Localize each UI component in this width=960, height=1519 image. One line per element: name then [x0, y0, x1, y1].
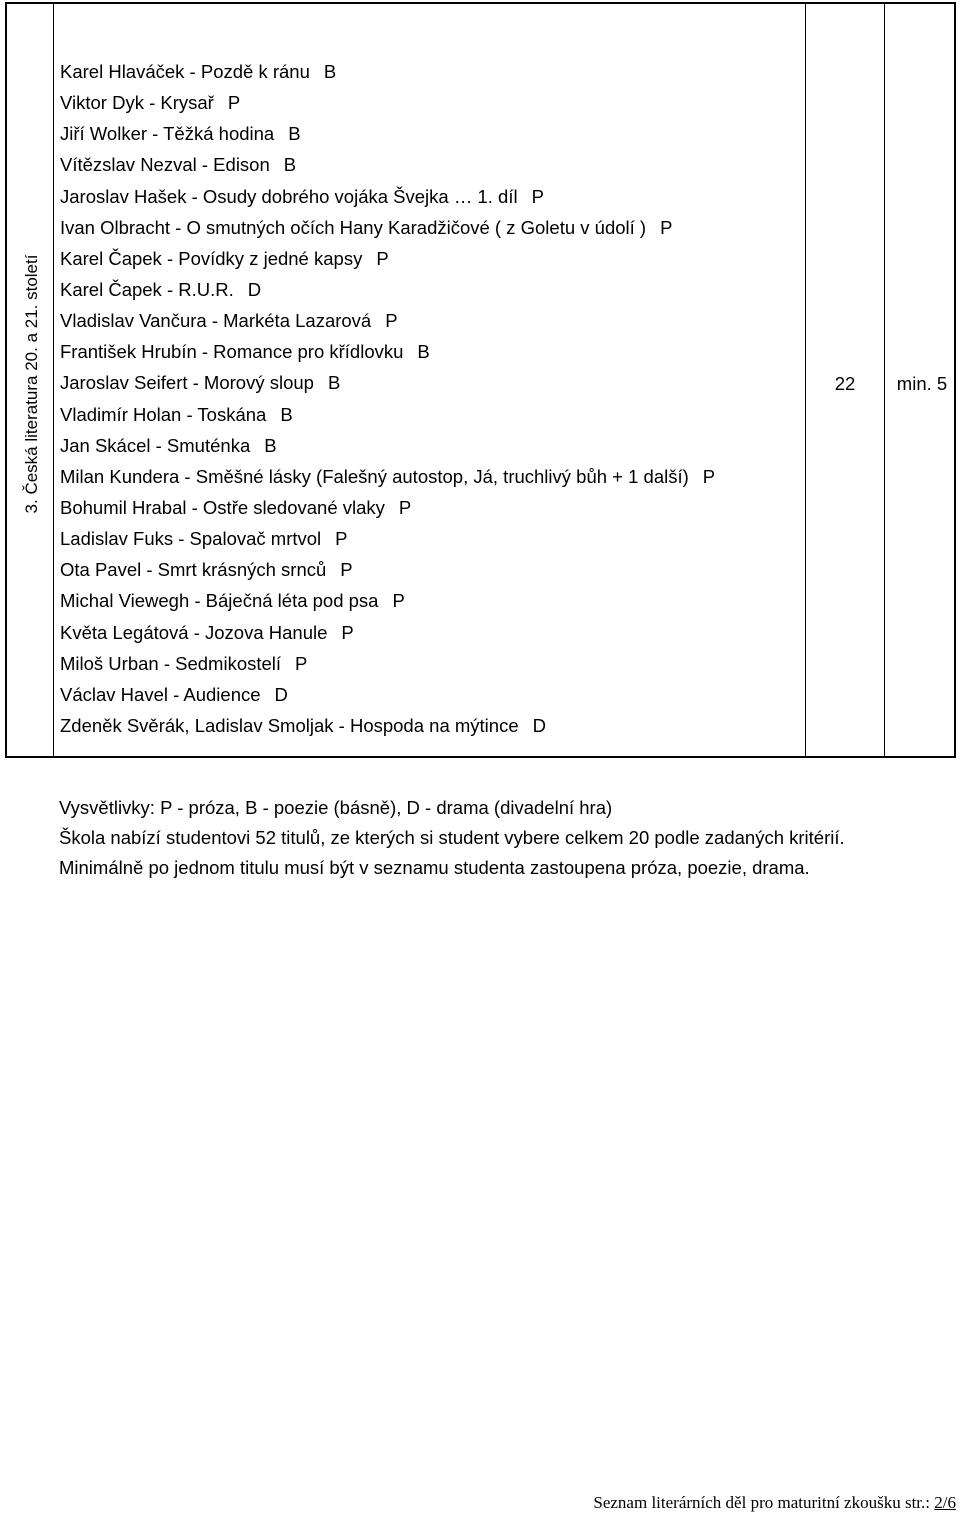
genre-code: B	[288, 123, 301, 145]
genre-code: B	[327, 372, 341, 394]
title-count: 22	[834, 373, 856, 394]
list-item	[60, 305, 715, 336]
list-item	[60, 87, 715, 118]
list-item	[60, 585, 715, 616]
list-item	[60, 554, 715, 585]
column-divider	[53, 4, 54, 756]
column-divider	[805, 4, 806, 756]
genre-code: D	[274, 683, 288, 705]
minimum-count: min. 5	[896, 373, 948, 394]
list-item	[60, 212, 715, 243]
genre-code: B	[417, 341, 430, 363]
list-item	[60, 274, 715, 305]
book-title: Karel Hlaváček - Pozdě k ránu	[60, 61, 310, 82]
section-cell	[7, 4, 53, 756]
list-item	[60, 617, 715, 648]
book-title: Vladimír Holan - Toskána	[60, 403, 267, 425]
genre-code: P	[376, 247, 389, 269]
book-title: Václav Havel - Audience	[60, 683, 261, 705]
list-item	[60, 336, 715, 367]
genre-code: B	[283, 154, 297, 176]
genre-code: D	[532, 714, 546, 736]
list-item	[60, 679, 715, 710]
list-item	[60, 181, 715, 212]
book-title: Jaroslav Hašek - Osudy dobrého vojáka Švejka … 1. díl	[60, 185, 518, 207]
list-item	[60, 430, 715, 461]
list-item	[60, 367, 715, 398]
genre-code: P	[660, 216, 673, 238]
book-title: Jan Skácel - Smuténka	[60, 434, 251, 456]
genre-code: P	[227, 92, 241, 114]
genre-code: P	[398, 496, 412, 518]
genre-code: B	[280, 403, 293, 425]
list-item	[60, 243, 715, 274]
book-title: Karel Čapek - Povídky z jedné kapsy	[60, 247, 363, 269]
book-title: Jaroslav Seifert - Morový sloup	[60, 372, 314, 394]
genre-code: P	[392, 590, 405, 612]
genre-code: P	[385, 310, 398, 332]
list-item	[60, 56, 715, 87]
book-title: Ivan Olbracht - O smutných očích Hany Karadžičové ( z Goletu v údolí )	[60, 216, 647, 238]
list-item	[60, 648, 715, 679]
genre-code: P	[335, 528, 348, 550]
genre-code: B	[264, 434, 277, 456]
list-item	[60, 461, 715, 492]
list-item	[60, 523, 715, 554]
book-list	[60, 56, 715, 741]
footer-text: Seznam literárních děl pro maturitní zkoušku str.:	[593, 1493, 935, 1512]
list-item	[60, 118, 715, 149]
book-title: František Hrubín - Romance pro křídlovku	[60, 341, 404, 363]
legend	[59, 793, 845, 883]
book-title: Ladislav Fuks - Spalovač mrtvol	[60, 528, 322, 550]
book-title: Michal Viewegh - Báječná léta pod psa	[60, 590, 379, 612]
book-title: Bohumil Hrabal - Ostře sledované vlaky	[60, 496, 385, 518]
genre-code: P	[702, 465, 716, 487]
list-item	[60, 399, 715, 430]
legend-line: Vysvětlivky: P - próza, B - poezie (básně), D - drama (divadelní hra)	[59, 797, 613, 818]
book-title: Květa Legátová - Jozova Hanule	[60, 621, 328, 643]
genre-code: P	[341, 621, 354, 643]
book-title: Vladislav Vančura - Markéta Lazarová	[60, 310, 372, 332]
legend-line: Škola nabízí studentovi 52 titulů, ze kterých si student vybere celkem 20 podle zadaných kritérií.	[59, 827, 845, 848]
page-footer	[593, 1493, 956, 1513]
genre-code: P	[531, 185, 544, 207]
book-title: Vítězslav Nezval - Edison	[60, 154, 270, 176]
literature-table	[5, 2, 956, 758]
column-divider	[884, 4, 885, 756]
book-title: Jiří Wolker - Těžká hodina	[60, 123, 275, 145]
genre-code: P	[340, 559, 353, 581]
list-item	[60, 710, 715, 741]
book-title: Ota Pavel - Smrt krásných srnců	[60, 559, 327, 581]
book-title: Milan Kundera - Směšné lásky (Falešný autostop, Já, truchlivý bůh + 1 další)	[60, 465, 689, 487]
genre-code: B	[323, 61, 337, 82]
section-label: 3. Česká literatura 20. a 21. století	[22, 254, 41, 514]
list-item	[60, 492, 715, 523]
genre-code: P	[295, 652, 308, 674]
page-number: 2/6	[934, 1493, 956, 1512]
book-title: Karel Čapek - R.U.R.	[60, 278, 234, 300]
book-title: Zdeněk Svěrák, Ladislav Smoljak - Hospoda na mýtince	[60, 714, 519, 736]
book-title: Miloš Urban - Sedmikostelí	[60, 652, 282, 674]
book-title: Viktor Dyk - Krysař	[60, 92, 214, 114]
list-item	[60, 149, 715, 180]
genre-code: D	[247, 278, 262, 300]
legend-line: Minimálně po jednom titulu musí být v seznamu studenta zastoupena próza, poezie, drama.	[59, 857, 810, 878]
